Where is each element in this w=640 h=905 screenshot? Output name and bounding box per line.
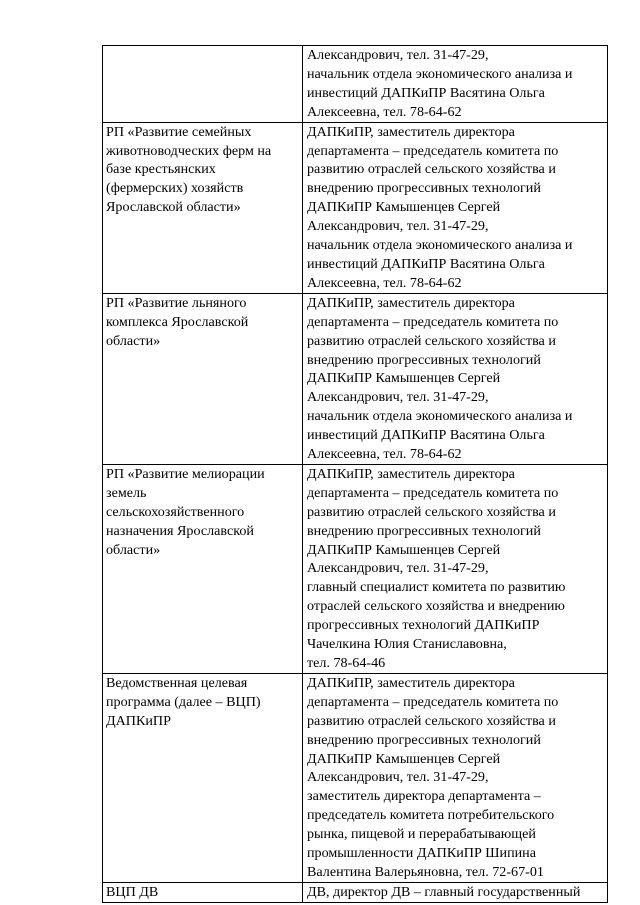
- table-row: [103, 673, 608, 882]
- program-name-cell: РП «Развитие мелиорации земель сельскохозяйственного назначения Ярославской области»: [103, 464, 303, 673]
- program-name-cell: ВЦП ДВ: [103, 882, 303, 902]
- responsible-contact-cell: ДАПКиПР, заместитель директора департамента – председатель комитета по развитию отраслей сельского хозяйства и внедрению прогрессивных технологий ДАПКиПР Камышенцев Сергей Александрович, тел. 31-47-29, начальник отдела экономического анализа и инвестиций ДАПКиПР Васятина Ольга Алексеевна, тел. 78-64-62: [303, 122, 608, 293]
- program-name-cell: [103, 46, 303, 123]
- program-name-cell: РП «Развитие семейных животноводческих ферм на базе крестьянских (фермерских) хозяйств Ярославской области»: [103, 122, 303, 293]
- responsible-contact-cell: ДАПКиПР, заместитель директора департамента – председатель комитета по развитию отраслей сельского хозяйства и внедрению прогрессивных технологий ДАПКиПР Камышенцев Сергей Александрович, тел. 31-47-29, главный специалист комитета по развитию отраслей сельского хозяйства и внедрению прогрессивных технологий ДАПКиПР Чачелкина Юлия Станиславовна, тел. 78-64-46: [303, 464, 608, 673]
- program-name-cell: Ведомственная целевая программа (далее – ВЦП) ДАПКиПР: [103, 673, 303, 882]
- responsible-contact-cell: ДАПКиПР, заместитель директора департамента – председатель комитета по развитию отраслей сельского хозяйства и внедрению прогрессивных технологий ДАПКиПР Камышенцев Сергей Александрович, тел. 31-47-29, заместитель директора департамента – председатель комитета потребительского рынка, пищевой и перерабатывающей промышленности ДАПКиПР Шипина Валентина Валерьяновна, тел. 72-67-01: [303, 673, 608, 882]
- table-row: [103, 46, 608, 123]
- table-row: [103, 122, 608, 293]
- table-row: [103, 882, 608, 902]
- table-row: [103, 293, 608, 464]
- responsible-contact-cell: Александрович, тел. 31-47-29, начальник отдела экономического анализа и инвестиций ДАПКиПР Васятина Ольга Алексеевна, тел. 78-64-62: [303, 46, 608, 123]
- program-contacts-table: [102, 45, 608, 903]
- program-name-cell: РП «Развитие льняного комплекса Ярославской области»: [103, 293, 303, 464]
- table-row: [103, 464, 608, 673]
- responsible-contact-cell: ДВ, директор ДВ – главный государственный: [303, 882, 608, 902]
- responsible-contact-cell: ДАПКиПР, заместитель директора департамента – председатель комитета по развитию отраслей сельского хозяйства и внедрению прогрессивных технологий ДАПКиПР Камышенцев Сергей Александрович, тел. 31-47-29, начальник отдела экономического анализа и инвестиций ДАПКиПР Васятина Ольга Алексеевна, тел. 78-64-62: [303, 293, 608, 464]
